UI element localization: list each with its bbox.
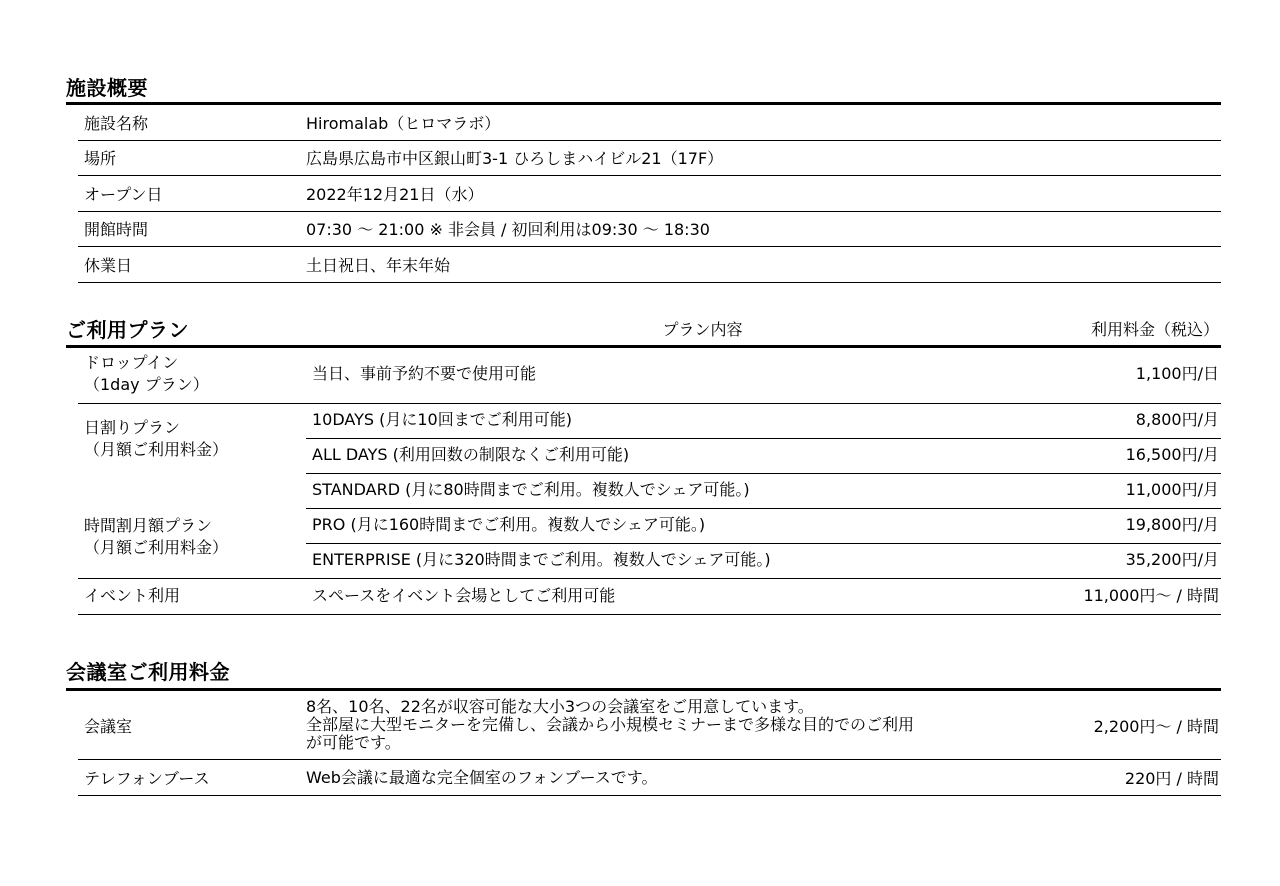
hourly-label-line1: 時間割月額プラン [84,516,213,535]
rooms-title: 会議室ご利用料金 [66,660,230,684]
row-value: 土日祝日、年末年始 [306,255,451,275]
row-value: 広島県広島市中区銀山町3-1 ひろしまハイビル21（17F） [306,149,724,169]
hourly-label-line2: （月額ご利用料金） [84,538,229,557]
row-value: Hiromalab（ヒロマラボ） [306,113,501,133]
dropin-label-line1: ドロップイン [84,353,179,372]
hourly-item-content: ENTERPRISE (月に320時間までご利用。複数人でシェア可能。) [312,550,771,569]
row-divider [78,403,1221,404]
daily-item-content: ALL DAYS (利用回数の制限なくご利用可能) [312,445,630,464]
dropin-label-line2: （1day プラン） [84,375,209,394]
rooms-section [66,660,1221,796]
room-description [306,698,1094,752]
row-label: オープン日 [84,184,163,204]
room-price: 220円 / 時間 [1124,769,1219,788]
row-divider [306,438,1221,439]
facility-row-name [78,105,1221,141]
hourly-item-content: PRO (月に160時間までご利用。複数人でシェア可能。) [312,515,706,534]
row-label: 場所 [84,149,117,169]
daily-item-price: 16,500円/月 [1125,445,1219,464]
daily-label-line2: （月額ご利用料金） [84,440,229,459]
row-divider [306,543,1221,544]
hourly-item-price: 19,800円/月 [1125,515,1219,534]
daily-item-price: 8,800円/月 [1135,410,1219,429]
row-value: 07:30 ～ 21:00 ※ 非会員 / 初回利用は09:30 ～ 18:30 [306,220,710,240]
row-divider [306,473,1221,474]
phone-booth-row [78,760,1221,796]
row-divider [78,578,1221,579]
hourly-item-price: 35,200円/月 [1125,550,1219,569]
daily-label-line1: 日割りプラン [84,418,181,437]
hourly-item-price: 11,000円/月 [1125,480,1219,499]
row-label: 施設名称 [84,113,149,133]
facility-row-holidays [78,247,1221,283]
plans-section [66,312,1221,626]
plans-header [66,312,1221,342]
column-header-price: 利用料金（税込） [1090,320,1219,339]
meeting-room-row [78,691,1221,760]
row-divider [78,614,1221,615]
event-label: イベント利用 [84,586,181,605]
facility-row-open-date [78,176,1221,212]
row-value: 2022年12月21日（水） [306,184,484,204]
room-desc-line: 全部屋に大型モニターを完備し、会議から小規模セミナーまで多様な目的でのご利用 [306,715,915,734]
row-label: 休業日 [84,255,133,275]
dropin-content: 当日、事前予約不要で使用可能 [312,364,537,383]
column-header-content: プラン内容 [662,320,743,339]
facility-row-hours [78,212,1221,248]
hourly-item-content: STANDARD (月に80時間までご利用。複数人でシェア可能。) [312,480,750,499]
facility-title: 施設概要 [66,76,148,100]
event-content: スペースをイベント会場としてご利用可能 [312,586,616,605]
dropin-price: 1,100円/日 [1135,364,1219,383]
room-label: テレフォンブース [84,769,210,788]
room-desc-line: が可能です。 [306,733,401,752]
row-divider [306,508,1221,509]
room-desc-line: 8名、10名、22名が収容可能な大小3つの会議室をご用意しています。 [306,697,814,716]
facility-section [66,76,1221,283]
plans-title: ご利用プラン [66,318,189,342]
plans-table [78,348,1221,626]
row-label: 開館時間 [84,220,149,240]
event-price: 11,000円～ / 時間 [1083,586,1219,605]
facility-row-location [78,141,1221,177]
room-description: Web会議に最適な完全個室のフォンブースです。 [306,767,658,787]
room-label: 会議室 [84,716,133,736]
daily-item-content: 10DAYS (月に10回までご利用可能) [312,410,572,429]
room-price: 2,200円～ / 時間 [1093,716,1219,736]
